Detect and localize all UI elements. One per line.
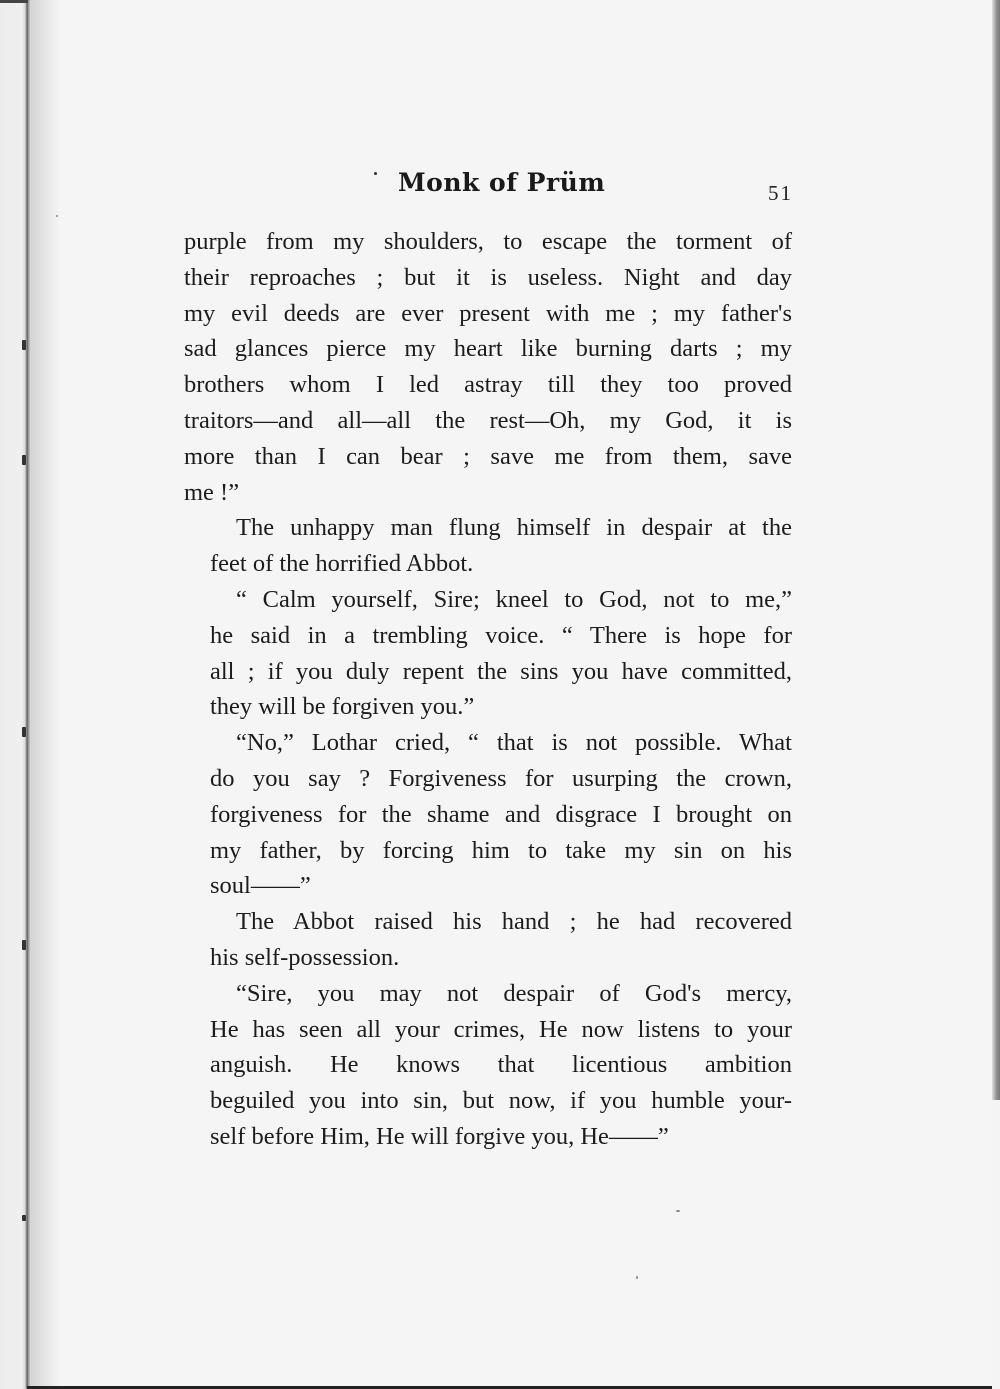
binding-thread-mark [22, 455, 26, 465]
binding-shadow [30, 0, 60, 1389]
text-line: they will be forgiven you.” [210, 693, 475, 721]
text-line: all ; if you duly repent the sins you have committed, [210, 657, 792, 685]
text-line: their reproaches ; but it is useless. Night and day [184, 263, 792, 291]
paragraph [184, 582, 792, 725]
paper-speck [56, 215, 58, 217]
body-text [184, 224, 792, 1155]
binding-thread-mark [22, 340, 26, 350]
paragraph [184, 976, 792, 1155]
paper-speck [676, 1210, 680, 1212]
text-line: brothers whom I led astray till they too proved [184, 371, 792, 399]
text-line: do you say ? Forgiveness for usurping the crown, [210, 764, 792, 792]
text-line: He has seen all your crimes, He now listens to your [210, 1015, 792, 1043]
text-line: my father, by forcing him to take my sin on his [210, 836, 792, 864]
text-line: “No,” Lothar cried, “ that is not possible. What [236, 729, 792, 757]
text-line: self before Him, He will forgive you, He——” [210, 1122, 669, 1150]
binding-thread-mark [22, 1215, 26, 1221]
text-line: “ Calm yourself, Sire; kneel to God, not to me,” [236, 585, 792, 613]
binding-edge [0, 0, 27, 1389]
text-line: forgiveness for the shame and disgrace I brought on [210, 800, 792, 828]
text-line: The Abbot raised his hand ; he had recovered [236, 908, 792, 936]
running-head-title: Monk of Prüm [398, 168, 606, 197]
text-line: “Sire, you may not despair of God's mercy, [236, 979, 792, 1007]
text-line: beguiled you into sin, but now, if you humble your- [210, 1087, 792, 1115]
text-line: his self-possession. [210, 943, 400, 971]
text-line: The unhappy man flung himself in despair at the [236, 514, 792, 542]
scan-border-top [0, 0, 28, 3]
paragraph [184, 224, 792, 510]
text-line: feet of the horrified Abbot. [210, 550, 474, 578]
text-line: more than I can bear ; save me from them, save [184, 442, 792, 470]
binding-thread-mark [22, 940, 26, 950]
printer-dot [374, 172, 377, 175]
paragraph [184, 725, 792, 904]
binding-thread-mark [22, 727, 26, 737]
text-line: sad glances pierce my heart like burning darts ; my [184, 335, 792, 363]
page-number: 51 [768, 181, 793, 205]
text-line: traitors—and all—all the rest—Oh, my God, it is [184, 406, 792, 434]
paper-speck [636, 1276, 638, 1279]
text-line: purple from my shoulders, to escape the torment of [184, 228, 792, 255]
text-line: me !” [184, 478, 240, 506]
text-line: he said in a trembling voice. “ There is hope for [210, 621, 792, 649]
paragraph [184, 510, 792, 582]
text-line: soul——” [210, 872, 311, 900]
paragraph [184, 904, 792, 976]
text-line: anguish. He knows that licentious ambition [210, 1051, 792, 1079]
page-right-edge-lower [992, 1100, 1000, 1389]
text-line: my evil deeds are ever present with me ; my father's [184, 299, 792, 327]
